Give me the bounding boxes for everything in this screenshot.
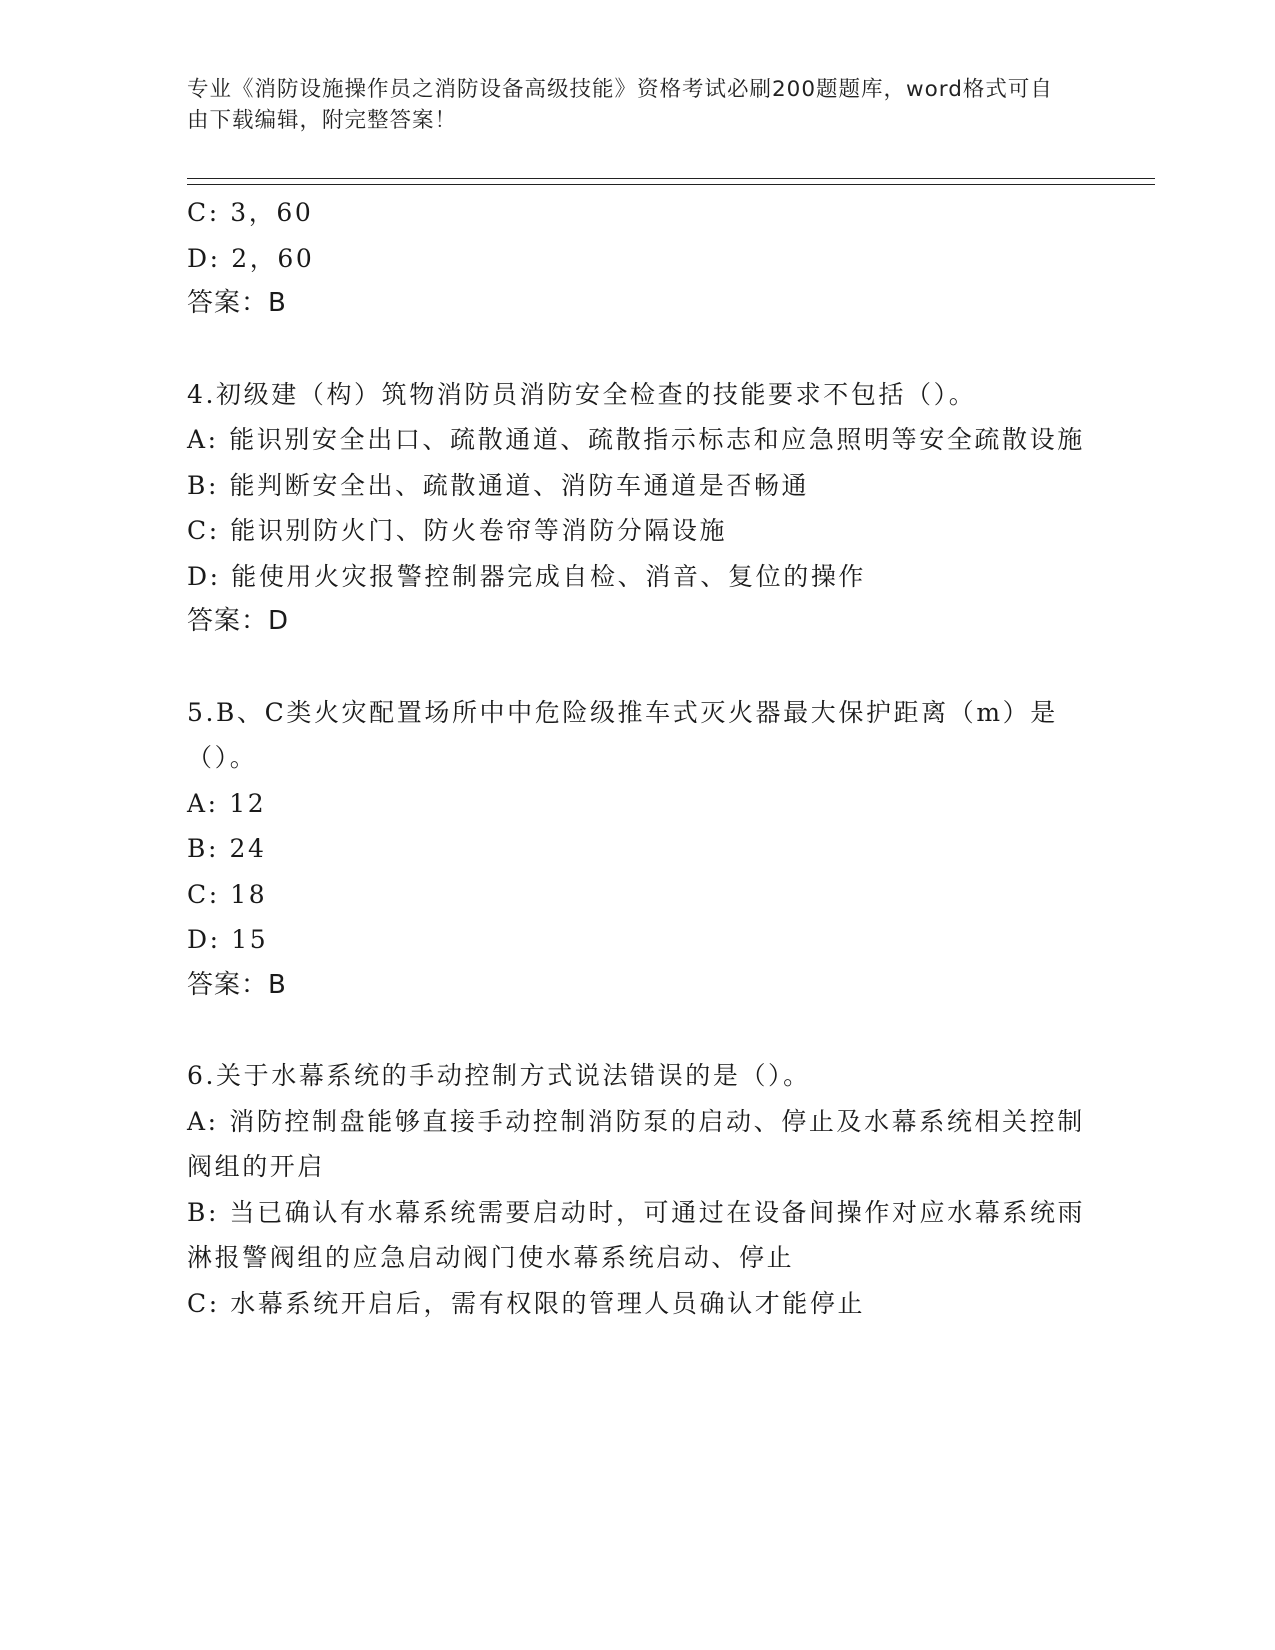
answer: 答案：B <box>187 288 287 318</box>
option-d: D: 2，60 <box>187 243 315 273</box>
page-header: 专业《消防设施操作员之消防设备高级技能》资格考试必刷200题题库，word格式可自由下载编辑，附完整答案！ <box>187 77 1053 133</box>
question-title: 6.关于水幕系统的手动控制方式说法错误的是（）。 <box>187 1061 811 1090</box>
spacer <box>187 645 1087 690</box>
option-c: C: 能识别防火门、防火卷帘等消防分隔设施 <box>187 516 728 545</box>
option-c: C: 3，60 <box>187 198 314 227</box>
option-a: A: 12 <box>187 788 267 818</box>
question-title: 5.B、C类火灾配置场所中中危险级推车式灭火器最大保护距离（m）是（）。 <box>187 697 1058 772</box>
spacer <box>187 1008 1087 1053</box>
answer: 答案：B <box>187 969 287 1000</box>
question-content <box>187 190 1087 1326</box>
spacer <box>187 327 1087 372</box>
option-b: B: 当已确认有水幕系统需要启动时，可通过在设备间操作对应水幕系统雨淋报警阀组的应急启动阀门使水幕系统启动、停止 <box>187 1197 1086 1272</box>
option-b: B: 能判断安全出、疏散通道、消防车通道是否畅通 <box>187 470 810 500</box>
option-a: A: 能识别安全出口、疏散通道、疏散指示标志和应急照明等安全疏散设施 <box>187 425 1085 454</box>
header-divider-top <box>187 178 1155 179</box>
option-a: A: 消防控制盘能够直接手动控制消防泵的启动、停止及水幕系统相关控制阀组的开启 <box>187 1106 1085 1181</box>
option-d: D: 能使用火灾报警控制器完成自检、消音、复位的操作 <box>187 561 867 591</box>
header-divider-bottom <box>187 184 1155 185</box>
option-b: B: 24 <box>187 834 267 863</box>
option-c: C: 18 <box>187 879 268 909</box>
question-title: 4.初级建（构）筑物消防员消防安全检查的技能要求不包括（）。 <box>187 379 977 409</box>
answer: 答案：D <box>187 606 290 636</box>
option-d: D: 15 <box>187 925 269 954</box>
option-c: C: 水幕系统开启后，需有权限的管理人员确认才能停止 <box>187 1288 866 1318</box>
